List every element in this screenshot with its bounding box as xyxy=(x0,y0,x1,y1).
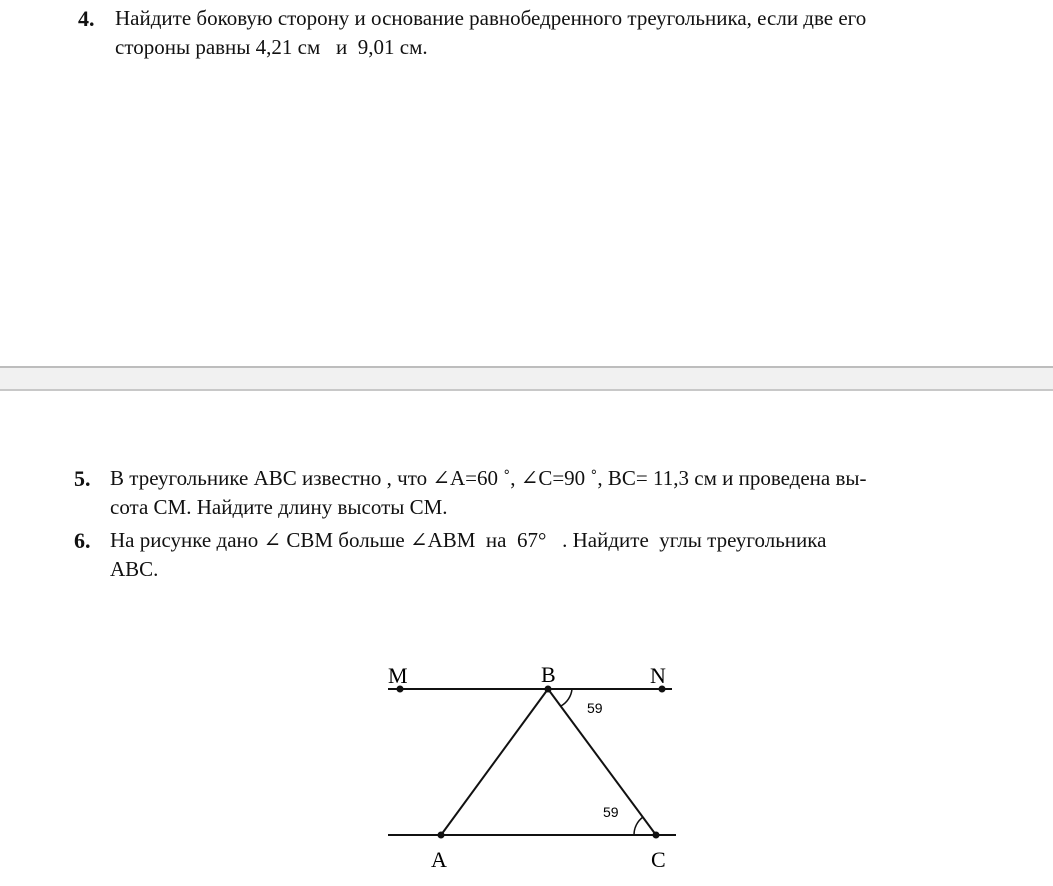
angle-label-b: 59 xyxy=(587,700,603,716)
label-m: M xyxy=(388,663,408,688)
task-4-number: 4. xyxy=(78,6,95,31)
point-c xyxy=(653,832,660,839)
task-5-number: 5. xyxy=(74,466,91,491)
label-c: C xyxy=(651,847,666,872)
task-5-line-2: сота СМ. Найдите длину высоты СМ. xyxy=(110,495,448,519)
label-b: B xyxy=(541,662,556,687)
task-6-number: 6. xyxy=(74,528,91,553)
angle-arc-c xyxy=(634,817,643,835)
angle-label-c: 59 xyxy=(603,804,619,820)
task-4-line-1: Найдите боковую сторону и основание равнобедренного треугольника, если две его xyxy=(115,6,867,30)
point-a xyxy=(438,832,445,839)
task-5-line-1: В треугольнике АВС известно , что ∠A=60 ˚, ∠C=90 ˚, BC= 11,3 см и проведена вы- xyxy=(110,466,867,490)
task-6-line-2: ABC. xyxy=(110,557,159,581)
task-6-line-1: На рисунке дано ∠ CBM больше ∠ABM на 67° . Найдите углы треугольника xyxy=(110,528,827,552)
angle-arc-b xyxy=(561,689,572,706)
label-a: A xyxy=(431,847,447,872)
label-n: N xyxy=(650,663,666,688)
side-ab xyxy=(441,689,548,835)
task-4-line-2: стороны равны 4,21 см и 9,01 см. xyxy=(115,35,428,59)
